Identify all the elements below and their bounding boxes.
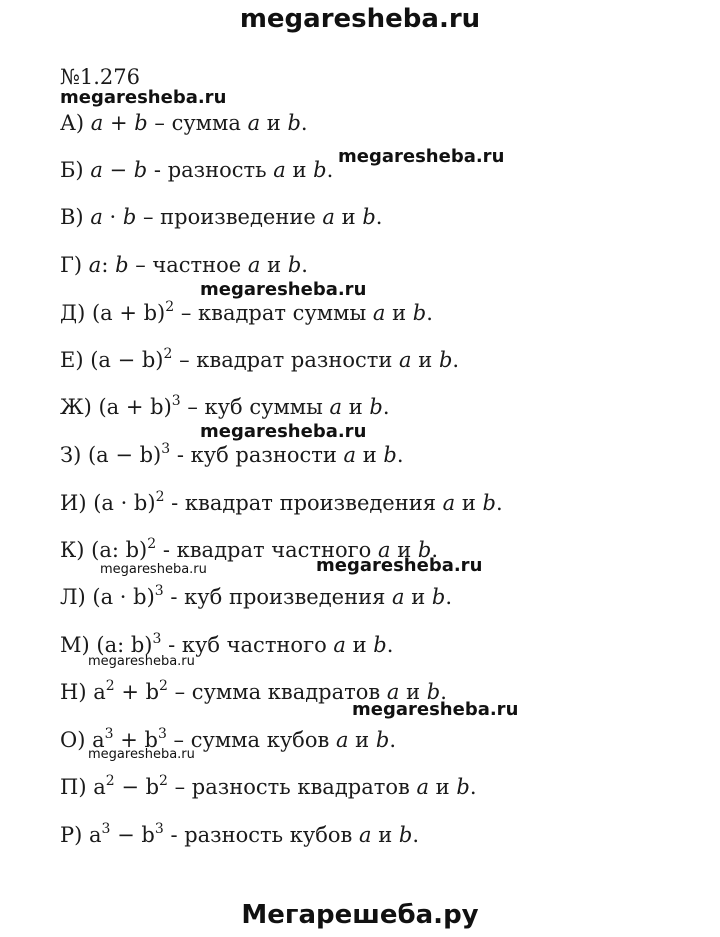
answer-line xyxy=(60,584,452,610)
answer-description: – частное xyxy=(128,253,248,277)
answer-description: – разность квадратов xyxy=(167,775,417,799)
answer-expression: a + b xyxy=(90,111,148,135)
answer-expression: $(a - b)^2$ xyxy=(90,346,173,372)
answer-expression: $(a \cdot b)^3$ xyxy=(92,583,164,609)
watermark: megaresheba.ru xyxy=(200,421,367,442)
answer-description: - квадрат частного xyxy=(156,538,378,562)
answer-label: В) xyxy=(60,205,91,229)
problem-number: №1.276 xyxy=(60,65,140,89)
answer-description: - разность xyxy=(147,158,274,182)
answer-line xyxy=(60,822,419,848)
answer-variables: a и b. xyxy=(442,491,503,515)
answer-line xyxy=(60,157,333,183)
answer-variables: a и b. xyxy=(372,301,433,325)
watermark: megaresheba.ru xyxy=(100,562,207,577)
answer-variables: a и b. xyxy=(335,728,396,752)
answer-description: - разность кубов xyxy=(163,823,360,847)
answer-label: Д) xyxy=(60,301,92,325)
answer-description: – сумма кубов xyxy=(166,728,336,752)
watermark: megaresheba.ru xyxy=(88,747,195,762)
answer-description: – сумма квадратов xyxy=(167,680,387,704)
answer-line xyxy=(60,347,459,373)
answer-label: О) xyxy=(60,728,93,752)
answer-expression: (a: b)$^2$ xyxy=(91,536,157,562)
answer-expression: a · b xyxy=(90,205,137,229)
answer-expression: $a^2 + b^2$ xyxy=(93,678,168,704)
answer-label: Б) xyxy=(60,158,91,182)
answer-label: М) xyxy=(60,633,97,657)
watermark: megaresheba.ru xyxy=(200,279,367,300)
answer-variables: a и b. xyxy=(416,775,477,799)
answer-expression: $(a - b)^3$ xyxy=(87,441,171,467)
answer-description: – квадрат разности xyxy=(172,348,400,372)
answer-variables: a и b. xyxy=(333,633,394,657)
answer-expression: a − b xyxy=(90,158,148,182)
answer-label: Л) xyxy=(60,585,93,609)
answer-line xyxy=(60,774,477,800)
answer-expression: a: b xyxy=(88,253,129,277)
answer-variables: a и b. xyxy=(386,680,447,704)
watermark: megaresheba.ru xyxy=(316,555,483,576)
answer-expression: $a^2 - b^2$ xyxy=(93,773,168,799)
answer-label: А) xyxy=(60,111,91,135)
answer-expression: $(a + b)^2$ xyxy=(91,299,175,325)
answer-expression: $a^3 + b^3$ xyxy=(92,726,167,752)
answer-label: Е) xyxy=(60,348,91,372)
answer-label: И) xyxy=(60,491,94,515)
answer-variables: a и b. xyxy=(399,348,460,372)
site-header: megaresheba.ru xyxy=(239,4,481,34)
answer-description: - куб произведения xyxy=(163,585,393,609)
answer-line xyxy=(60,204,382,230)
answer-variables: a и b. xyxy=(392,585,453,609)
answer-variables: a и b. xyxy=(343,443,404,467)
watermark: megaresheba.ru xyxy=(338,146,505,167)
watermark: megaresheba.ru xyxy=(88,654,195,669)
answer-description: - куб частного xyxy=(161,633,334,657)
answer-line xyxy=(60,252,308,278)
answer-line xyxy=(60,300,433,326)
answer-description: – сумма xyxy=(147,111,248,135)
answer-description: - квадрат произведения xyxy=(164,491,443,515)
watermark: megaresheba.ru xyxy=(60,87,227,108)
answer-label: Р) xyxy=(60,823,89,847)
answer-expression: $(a \cdot b)^2$ xyxy=(93,489,165,515)
answer-line xyxy=(60,394,390,420)
answer-label: Г) xyxy=(60,253,89,277)
answer-variables: a и b. xyxy=(359,823,420,847)
answer-expression: $a^3 - b^3$ xyxy=(89,821,164,847)
answer-label: З) xyxy=(60,443,88,467)
answer-variables: a и b. xyxy=(378,538,439,562)
answer-label: К) xyxy=(60,538,92,562)
answer-variables: a и b. xyxy=(329,395,390,419)
answer-variables: a и b. xyxy=(247,253,308,277)
answer-variables: a и b. xyxy=(273,158,334,182)
site-footer: Мегарешеба.ру xyxy=(241,900,479,930)
answer-description: – квадрат суммы xyxy=(174,301,373,325)
answer-description: - куб разности xyxy=(170,443,344,467)
answer-variables: a и b. xyxy=(247,111,308,135)
answer-description: – произведение xyxy=(136,205,323,229)
answer-line xyxy=(60,490,503,516)
answer-label: П) xyxy=(60,775,94,799)
answer-expression: (a: b)$^3$ xyxy=(96,631,162,657)
answer-line xyxy=(60,110,308,136)
answer-line xyxy=(60,442,404,468)
answer-expression: $(a + b)^3$ xyxy=(98,393,181,419)
watermark: megaresheba.ru xyxy=(352,699,519,720)
answer-description: – куб суммы xyxy=(180,395,330,419)
answer-variables: a и b. xyxy=(322,205,383,229)
answer-label: Н) xyxy=(60,680,94,704)
answer-label: Ж) xyxy=(60,395,99,419)
